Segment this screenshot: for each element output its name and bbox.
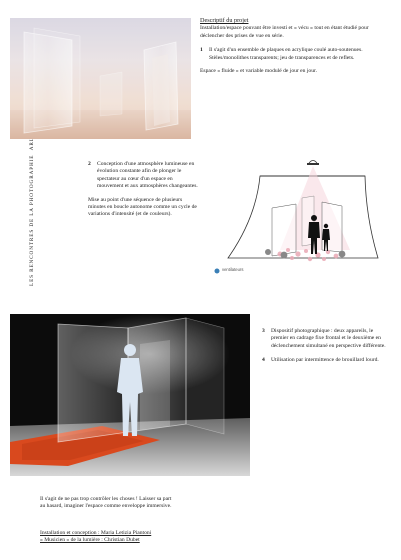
point-2b-text: Mise au point d'une séquence de plusieurs minutes en boucle autonome comme un cycle de variations d'intensité (et de couleurs).: [88, 196, 197, 218]
section-2-block: [88, 161, 200, 219]
fan-legend-icon: [215, 269, 220, 274]
credits-line-2: « Musicien » de la lumière : Christian Dubet: [40, 537, 140, 544]
point-4-number: 4: [262, 357, 265, 364]
sketch-drawing: [210, 158, 390, 278]
acrylic-panels-illustration: [10, 18, 191, 139]
side-title-text: [29, 113, 36, 286]
point-3-text: Dispositif photographique : deux appareils, le premier en cadrage fixe frontal et le deuxième en déclenchement simultané en perspective différente.: [271, 328, 386, 349]
point-1: [200, 47, 388, 62]
credits-block: [40, 530, 240, 545]
lamp-icon: [309, 161, 317, 164]
point-3: [262, 328, 390, 350]
credits-line-1: Installation et conception : Maria Letizia Piantoni: [40, 530, 152, 536]
point-2: [88, 161, 200, 191]
installation-photo-dark: [10, 314, 250, 476]
sketch-legend-label: ventilateurs: [222, 267, 244, 272]
side-title-line1: LES RENCONTRES DE LA PHOTOGRAPHIE: [29, 154, 35, 286]
installation-photo-panels: [10, 18, 191, 139]
installation-sketch: [210, 158, 390, 278]
point-3-number: 3: [262, 328, 265, 334]
side-title: [29, 154, 37, 286]
point-4-text: Utilisation par intermittence de brouillard lourd.: [271, 357, 379, 364]
descriptif-heading: Descriptif du projet: [200, 17, 249, 24]
point-2-number: 2: [88, 161, 91, 167]
closing-text: Il s'agit de ne pas trop contrôler les choses ! Laisser sa part au hasard, imaginer l'espace comme enveloppe immersive.: [40, 496, 172, 510]
dark-installation-illustration: [10, 314, 250, 476]
section-3-block: [262, 328, 390, 365]
descriptif-block: [200, 17, 388, 75]
point-1b-text: Espace « fluide » et variable modulé de jour en jour.: [200, 68, 317, 75]
point-2-text: Conception d'une atmosphère lumineuse en évolution constante afin de plonger le spectateur au cœur d'un espace en mouvement et aux atmosphères changeantes.: [97, 161, 198, 190]
descriptif-intro: Installation/espace pouvant être investi et « vécu » tout en étant étudié pour déclencher des prises de vue en série.: [200, 25, 369, 39]
point-1-number: 1: [200, 47, 203, 54]
point-1-text: Il s'agit d'un ensemble de plaques en acrylique coulé auto-soutenues. Stèles/monolithes transparents; jeu de transparences et de reflets.: [209, 47, 363, 61]
point-4: [262, 357, 390, 364]
